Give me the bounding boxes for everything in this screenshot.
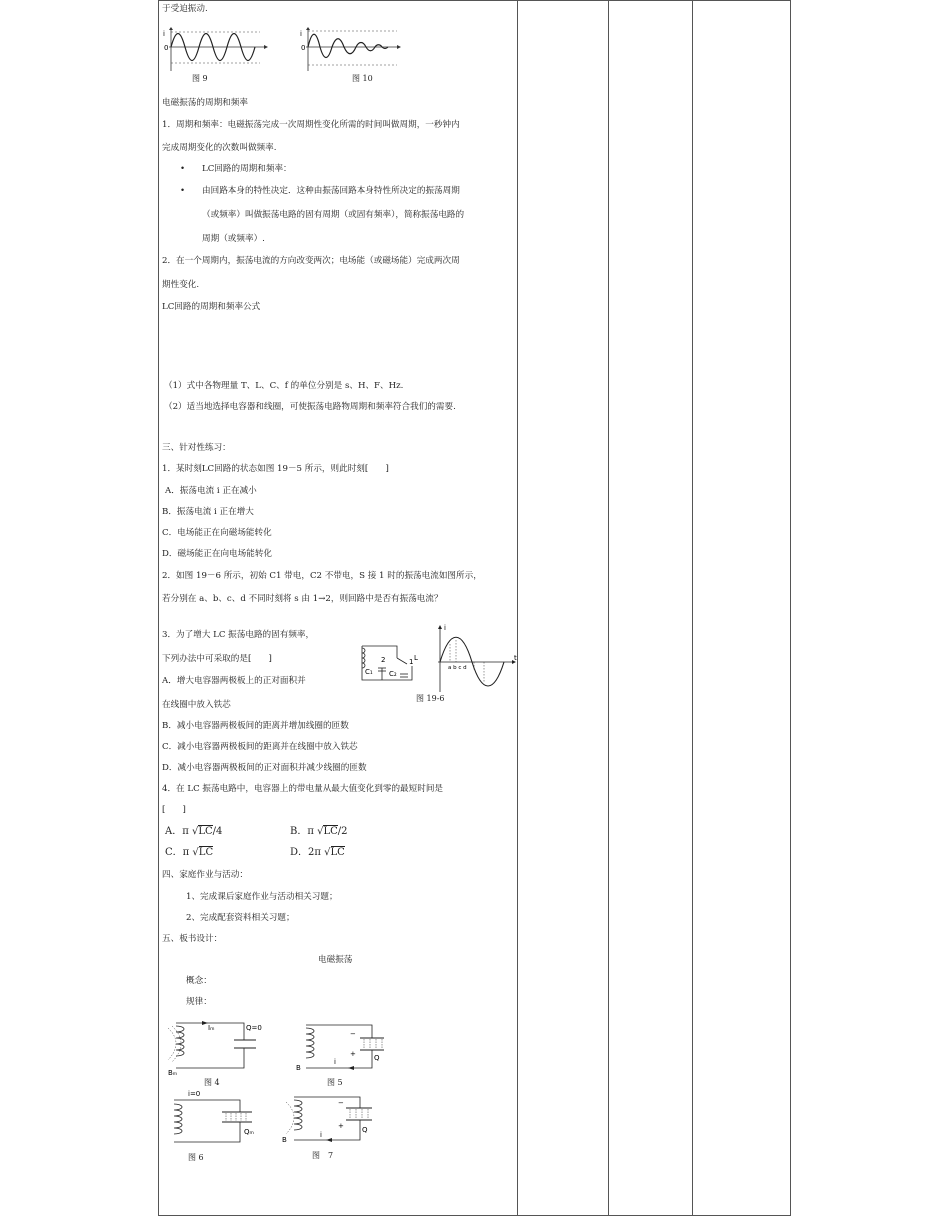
column-divider-1 [517,0,518,1216]
question-3-line2: 下列办法中可采取的是[ ] [162,654,272,664]
svg-text:−: − [338,1099,344,1107]
column-divider-3 [692,0,693,1216]
bullet-dot-2: • [180,186,186,196]
question-4-line1: 4．在 LC 振荡电路中，电容器上的带电量从最大值变化到零的最短时间是 [162,784,444,794]
sqrt-icon: √ [324,847,331,858]
period-p2-line1: 2．在一个周期内，振荡电流的方向改变两次；电场能（或磁场能）完成两次周 [162,256,460,266]
content-column [162,0,516,1217]
period-heading: 电磁振荡的周期和频率 [162,98,248,108]
bullet-2-line3: 周期（或频率）. [202,234,265,244]
board-concept: 概念： [186,976,212,986]
bullet-2-line2: （或频率）叫做振荡电路的固有周期（或固有频率），简称振荡电路的 [202,210,465,220]
fig7-i-label: i [320,1131,322,1139]
q4-option-d: D．2π √LC [290,847,345,858]
fig10-axis-zero: 0 [301,44,306,52]
figure-19-6-graph [434,624,518,694]
sqrt-icon: √ [192,847,199,858]
q3-option-b: B．减小电容器两极板间的距离并增加线圈的匝数 [162,721,349,731]
exercise-heading: 三、针对性练习： [162,443,231,453]
q3-option-c: C．减小电容器两极板间的距离并在线圈中放入铁芯 [162,742,358,752]
bullet-1: LC回路的周期和频率： [202,164,292,174]
fig7-caption: 图 7 [312,1151,334,1160]
fig19-6-label-2: 2 [381,656,386,664]
fig5-q-label: Q [374,1054,380,1062]
fig9-caption: 图 9 [192,74,208,83]
fig4-i-label: Iₘ [208,1024,215,1032]
formula-heading: LC回路的周期和频率公式 [162,302,261,312]
svg-text:+: + [338,1122,344,1130]
fig19-6-label-l: L [414,654,418,662]
homework-heading: 四、家庭作业与活动： [162,870,248,880]
bullet-2-line1: 由回路本身的特性决定．这种由振荡回路本身特性所决定的振荡周期 [202,186,460,196]
homework-item-1: 1、完成课后家庭作业与活动相关习题； [186,892,338,902]
q1-option-c: C．电场能正在向磁场能转化 [162,528,272,538]
q3-option-d: D．减小电容器两极板间的正对面积并减少线圈的匝数 [162,763,367,773]
fig10-caption: 图 10 [352,74,373,83]
homework-item-2: 2、完成配套资料相关习题； [186,913,295,923]
fig19-6-axis-t: t [514,654,517,662]
question-4-line2: [ ] [162,805,186,815]
fig9-axis-zero: 0 [164,44,169,52]
fig19-6-label-1: 1 [409,658,414,666]
svg-text:+: + [350,1050,356,1058]
figure-9-sine-wave [162,27,272,72]
selection-note: （2）适当地选择电容器和线圈，可使振荡电路物周期和频率符合我们的需要. [164,402,456,412]
board-title: 电磁振荡 [318,955,353,965]
figure-19-6-circuit [352,638,422,688]
sqrt-icon: √ [191,826,199,837]
figure-5-circuit [294,1020,394,1076]
fig7-q-label: Q [362,1126,368,1134]
intro-line: 于受迫振动. [162,4,208,14]
period-p1-line2: 完成周期变化的次数叫做频率. [162,143,277,153]
q1-option-b: B．振荡电流 i 正在增大 [162,507,254,517]
board-heading: 五、板书设计： [162,934,223,944]
sqrt-icon: √ [317,826,324,837]
fig9-axis-i: i [163,30,165,38]
fig4-caption: 图 4 [204,1078,220,1087]
fig6-i-label: i=0 [188,1090,201,1098]
fig19-6-label-c1: C₁ [365,668,373,676]
fig19-6-caption: 图 19-6 [416,694,445,703]
fig7-b-label: B [282,1136,287,1144]
q4-option-b: B．π √LC/2 [290,826,348,837]
figure-7-circuit [280,1092,380,1148]
column-divider-2 [608,0,609,1216]
fig19-6-points: a b c d [448,665,467,671]
q3-option-a-line1: A．增大电容器两极板上的正对面积并 [162,676,306,686]
fig19-6-axis-i: i [444,624,446,632]
question-3-line1: 3．为了增大 LC 振荡电路的固有频率， [162,630,315,640]
figure-4-circuit [164,1018,264,1076]
figure-6-circuit [162,1090,262,1148]
fig5-i-label: i [334,1058,336,1066]
fig5-caption: 图 5 [327,1078,343,1087]
fig10-axis-i: i [300,30,302,38]
unit-note: （1）式中各物理量 T、L、C、f 的单位分别是 s、H、F、Hz. [164,381,404,391]
fig6-caption: 图 6 [188,1153,204,1162]
bullet-dot-1: • [180,164,186,174]
question-2-line2: 若分别在 a、b、c、d 不同时刻将 s 由 1→2，则回路中是否有振荡电流？ [162,594,443,604]
board-law: 规律： [186,997,212,1007]
q4-option-c: C．π √LC [165,847,214,858]
svg-text:−: − [350,1030,356,1038]
question-2-line1: 2．如图 19－6 所示，初始 C1 带电，C2 不带电，S 接 1 时的振荡电流如图所示， [162,571,482,581]
figure-10-damped-wave [299,27,409,72]
fig4-q-label: Q=0 [246,1024,262,1032]
fig5-b-label: B [296,1064,301,1072]
q3-option-a-line2: 在线圈中放入铁芯 [162,700,231,710]
question-1: 1．某时刻LC回路的状态如图 19－5 所示，则此时刻[ ] [162,464,389,474]
q1-option-d: D．磁场能正在向电场能转化 [162,549,273,559]
fig4-b-label: Bₘ [168,1069,178,1077]
fig19-6-label-c2: C₂ [389,670,397,678]
fig6-q-label: Qₘ [244,1128,254,1136]
q1-option-a: A．振荡电流 i 正在减小 [165,486,257,496]
period-p2-line2: 期性变化. [162,280,200,290]
q4-option-a: A．π √LC/4 [165,826,223,837]
period-p1-line1: 1．周期和频率：电磁振荡完成一次周期性变化所需的时间叫做周期，一秒钟内 [162,120,460,130]
